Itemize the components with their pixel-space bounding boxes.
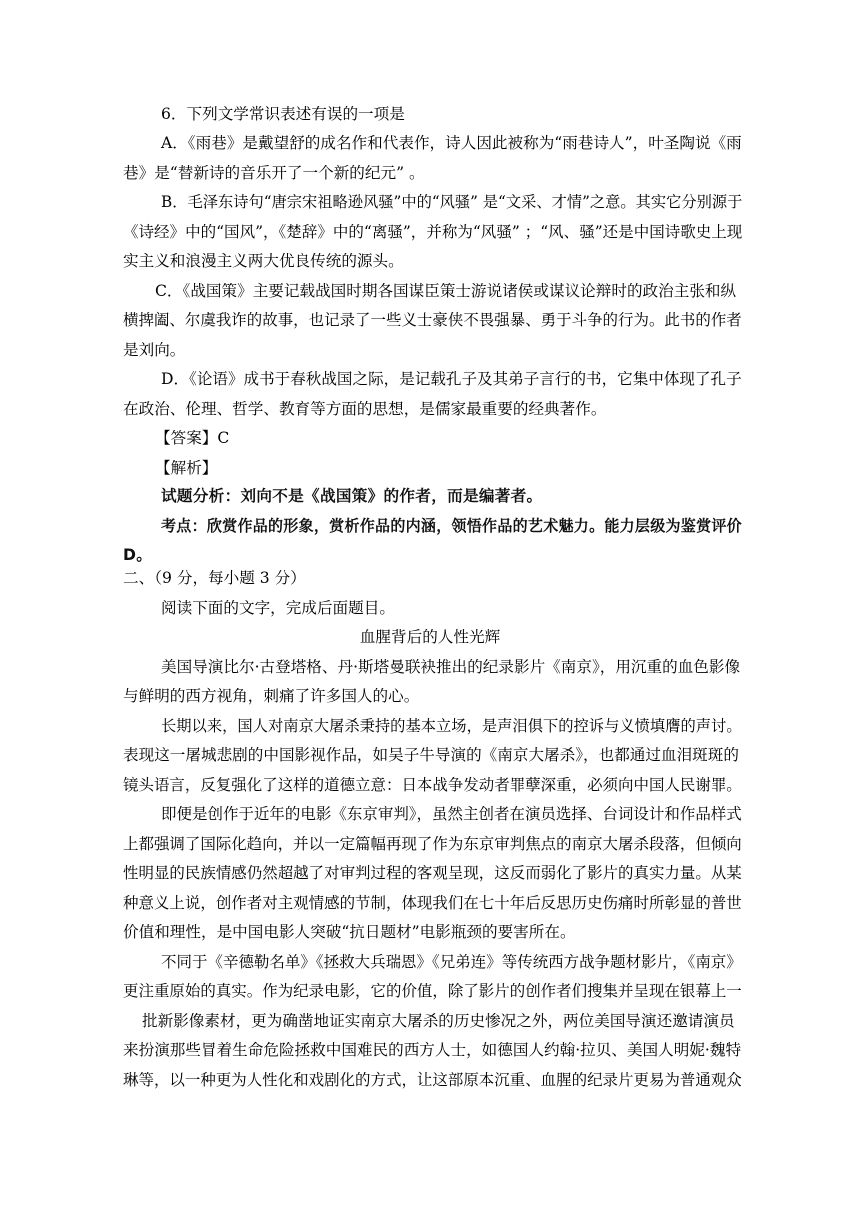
article-title: 血腥背后的人性光辉	[359, 628, 501, 646]
paragraph-3-line-2: 上都强调了国际化趋向，并以一定篇幅再现了作为东京审判焦点的南京大屠杀段落，但倾向	[123, 835, 742, 853]
paragraph-2-line-1: 长期以来，国人对南京大屠杀秉持的基本立场，是声泪俱下的控诉与义愤填膺的声讨。	[161, 717, 742, 735]
option-c-line-3: 是刘向。	[123, 341, 186, 359]
paragraph-1-line-1: 美国导演比尔·古登塔格、丹·斯塔曼联袂推出的纪录影片《南京》，用沉重的血色影像	[161, 658, 741, 676]
paragraph-4-line-2: 更注重原始的真实。作为纪录电影，它的价值，除了影片的创作者们搜集并呈现在银幕上一	[123, 982, 742, 1000]
kaodian-text: 考点：欣赏作品的形象，赏析作品的内涵，领悟作品的艺术魅力。能力层级为鉴赏评价	[161, 517, 742, 535]
option-c-line-1: C．《战国策》主要记载战国时期各国谋臣策士游说诸侯或谋议论辩时的政治主张和纵	[155, 282, 737, 300]
section-2-instruction: 阅读下面的文字，完成后面题目。	[161, 599, 395, 617]
paragraph-1-line-2: 与鲜明的西方视角，刺痛了许多国人的心。	[123, 687, 420, 705]
paragraph-4-line-1: 不同于《辛德勒名单》《拯救大兵瑞恩》《兄弟连》等传统西方战争题材影片，《南京》	[161, 953, 742, 971]
option-a-line-1: A．《雨巷》是戴望舒的成名作和代表作，诗人因此被称为“雨巷诗人”，叶圣陶说《雨	[161, 134, 742, 152]
paragraph-4-line-5: 琳等，以一种更为人性化和戏剧化的方式，让这部原本沉重、血腥的纪录片更易为普通观众	[123, 1071, 742, 1089]
paragraph-3-line-4: 种意义上说，创作者对主观情感的节制，体现我们在七十年后反思历史伤痛时所彰显的普世	[123, 894, 742, 912]
section-2-header: 二、（9 分，每小题 3 分）	[123, 569, 306, 587]
option-c-line-2: 横捭阖、尔虞我诈的故事，也记录了一些义士豪侠不畏强暴、勇于斗争的行为。此书的作者	[123, 311, 742, 329]
option-b-line-3: 实主义和浪漫主义两大优良传统的源头。	[123, 252, 404, 270]
analysis-text: 试题分析：刘向不是《战国策》的作者，而是编著者。	[161, 487, 543, 505]
answer-line: 【答案】C	[155, 429, 230, 447]
paragraph-3-line-3: 性明显的民族情感仍然超越了对审判过程的客观呈现，这反而弱化了影片的真实力量。从某	[123, 864, 742, 882]
option-a-line-2: 巷》是“替新诗的音乐开了一个新的纪元” 。	[123, 164, 425, 182]
paragraph-4-line-4: 来扮演那些冒着生命危险拯救中国难民的西方人士，如德国人约翰·拉贝、美国人明妮·魏特	[123, 1041, 742, 1059]
option-b-line-1: B．毛泽东诗句“唐宗宋祖略逊风骚”中的“风骚” 是“文采、才情”之意。其实它分别源于	[161, 193, 743, 211]
analysis-label: 【解析】	[155, 459, 218, 477]
option-d-line-1: D．《论语》成书于春秋战国之际，是记载孔子及其弟子言行的书，它集中体现了孔子	[161, 370, 742, 388]
paragraph-3-line-1: 即便是创作于近年的电影《东京审判》，虽然主创者在演员选择、台词设计和作品样式	[161, 805, 742, 823]
paragraph-4-line-3: 批新影像素材，更为确凿地证实南京大屠杀的历史惨况之外，两位美国导演还邀请演员	[142, 1012, 735, 1030]
option-d-line-2: 在政治、伦理、哲学、教育等方面的思想，是儒家最重要的经典著作。	[123, 400, 607, 418]
question-6-stem: 6．下列文学常识表述有误的一项是	[161, 105, 405, 123]
kaodian-text-end: D。	[123, 546, 153, 564]
paragraph-2-line-3: 镜头语言，反复强化了这样的道德立意：日本战争发动者罪孽深重，必须向中国人民谢罪。	[123, 776, 742, 794]
paragraph-3-line-5: 价值和理性，是中国电影人突破“抗日题材”电影瓶颈的要害所在。	[123, 923, 576, 941]
paragraph-2-line-2: 表现这一屠城悲剧的中国影视作品，如吴子牛导演的《南京大屠杀》，也都通过血泪斑斑的	[123, 746, 739, 764]
option-b-line-2: 《诗经》中的“国风”，《楚辞》中的“离骚”，并称为“风骚” ；“风、骚”还是中国诗歌史上现	[123, 223, 743, 241]
